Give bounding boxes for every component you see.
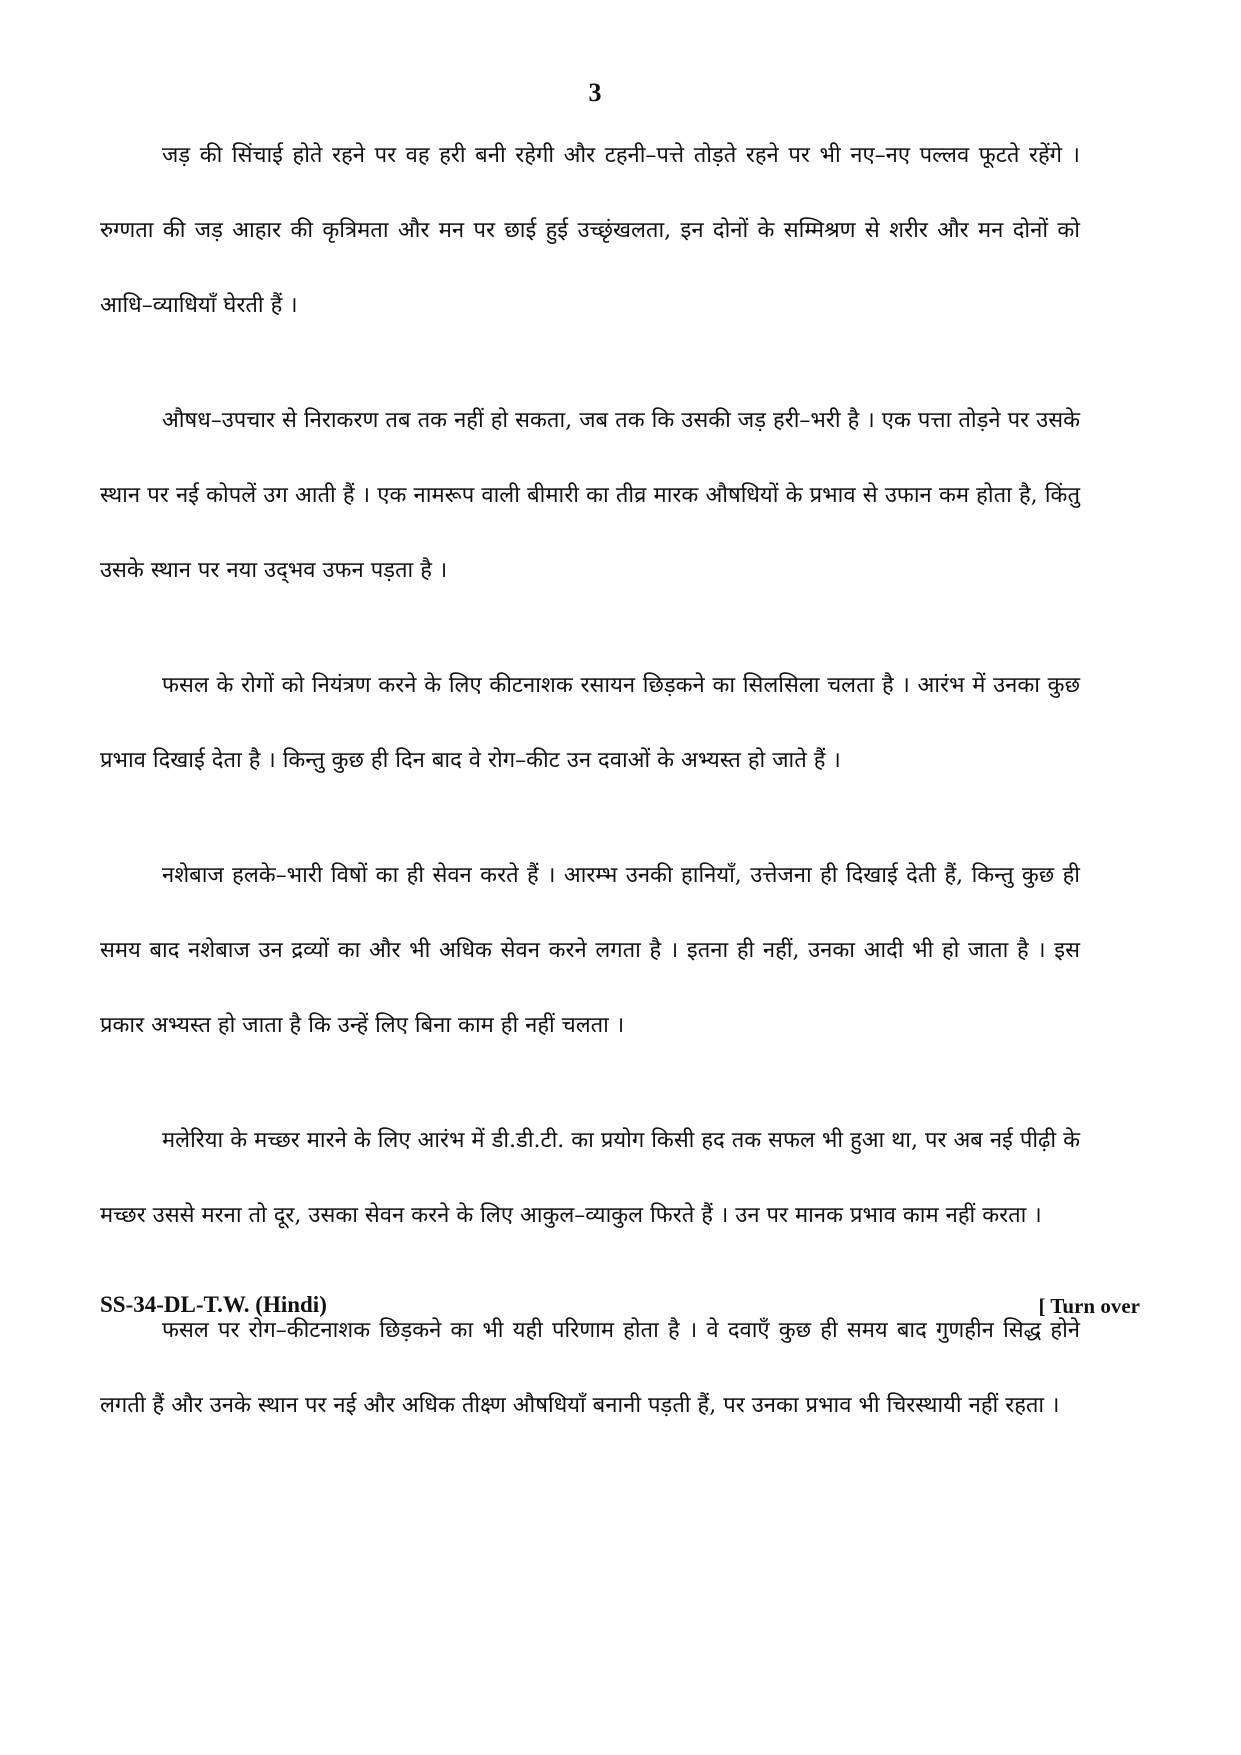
- paragraph: नशेबाज हलके–भारी विषों का ही सेवन करते हैं । आरम्भ उनकी हानियाँ, उत्तेजना ही दिखाई देती हैं, किन्तु कुछ ही समय बाद नशेबाज उन द्रव्यों का और भी अधिक सेवन करने लगता है । इतना ही नहीं, उनका आदी भी हो जाता है । इस प्रकार अभ्यस्त हो जाता है कि उन्हें लिए बिना काम ही नहीं चलता ।: [100, 863, 1080, 1038]
- paper-code: SS-34-DL-T.W. (Hindi): [100, 1292, 327, 1317]
- paragraph: फसल पर रोग–कीटनाशक छिड़कने का भी यही परिणाम होता है । वे दवाएँ कुछ ही समय बाद गुणहीन सिद्ध होने लगती हैं और उनके स्थान पर नई और अधिक तीक्ष्ण औषधियाँ बनानी पड़ती हैं, पर उनका प्रभाव भी चिरस्थायी नहीं रहता ।: [100, 1318, 1080, 1418]
- document-body: [100, 118, 1080, 1483]
- paragraph: औषध–उपचार से निराकरण तब तक नहीं हो सकता, जब तक कि उसकी जड़ हरी–भरी है । एक पत्ता तोड़ने पर उसके स्थान पर नई कोपलें उग आती हैं । एक नामरूप वाली बीमारी का तीव्र मारक औषधियों के प्रभाव से उफान कम होता है, किंतु उसके स्थान पर नया उद्‌भव उफन पड़ता है ।: [100, 408, 1080, 583]
- page-footer: [100, 1292, 1140, 1328]
- paragraph: जड़ की सिंचाई होते रहने पर वह हरी बनी रहेगी और टहनी–पत्ते तोड़ते रहने पर भी नए–नए पल्लव फूटते रहेंगे । रुग्णता की जड़ आहार की कृत्रिमता और मन पर छाई हुई उच्छृंखलता, इन दोनों के सम्मिश्रण से शरीर और मन दोनों को आधि–व्याधियाँ घेरती हैं ।: [100, 143, 1080, 318]
- page-number: 3: [588, 78, 602, 107]
- turn-over-note: [ Turn over: [1038, 1294, 1140, 1318]
- paragraph: मलेरिया के मच्छर मारने के लिए आरंभ में डी.डी.टी. का प्रयोग किसी हद तक सफल भी हुआ था, पर अब नई पीढ़ी के मच्छर उससे मरना तो दूर, उसका सेवन करने के लिए आकुल–व्याकुल फिरते हैं । उन पर मानक प्रभाव काम नहीं करता ।: [100, 1128, 1080, 1228]
- paragraph: फसल के रोगों को नियंत्रण करने के लिए कीटनाशक रसायन छिड़कने का सिलसिला चलता है । आरंभ में उनका कुछ प्रभाव दिखाई देता है । किन्तु कुछ ही दिन बाद वे रोग–कीट उन दवाओं के अभ्यस्त हो जाते हैं ।: [100, 673, 1080, 773]
